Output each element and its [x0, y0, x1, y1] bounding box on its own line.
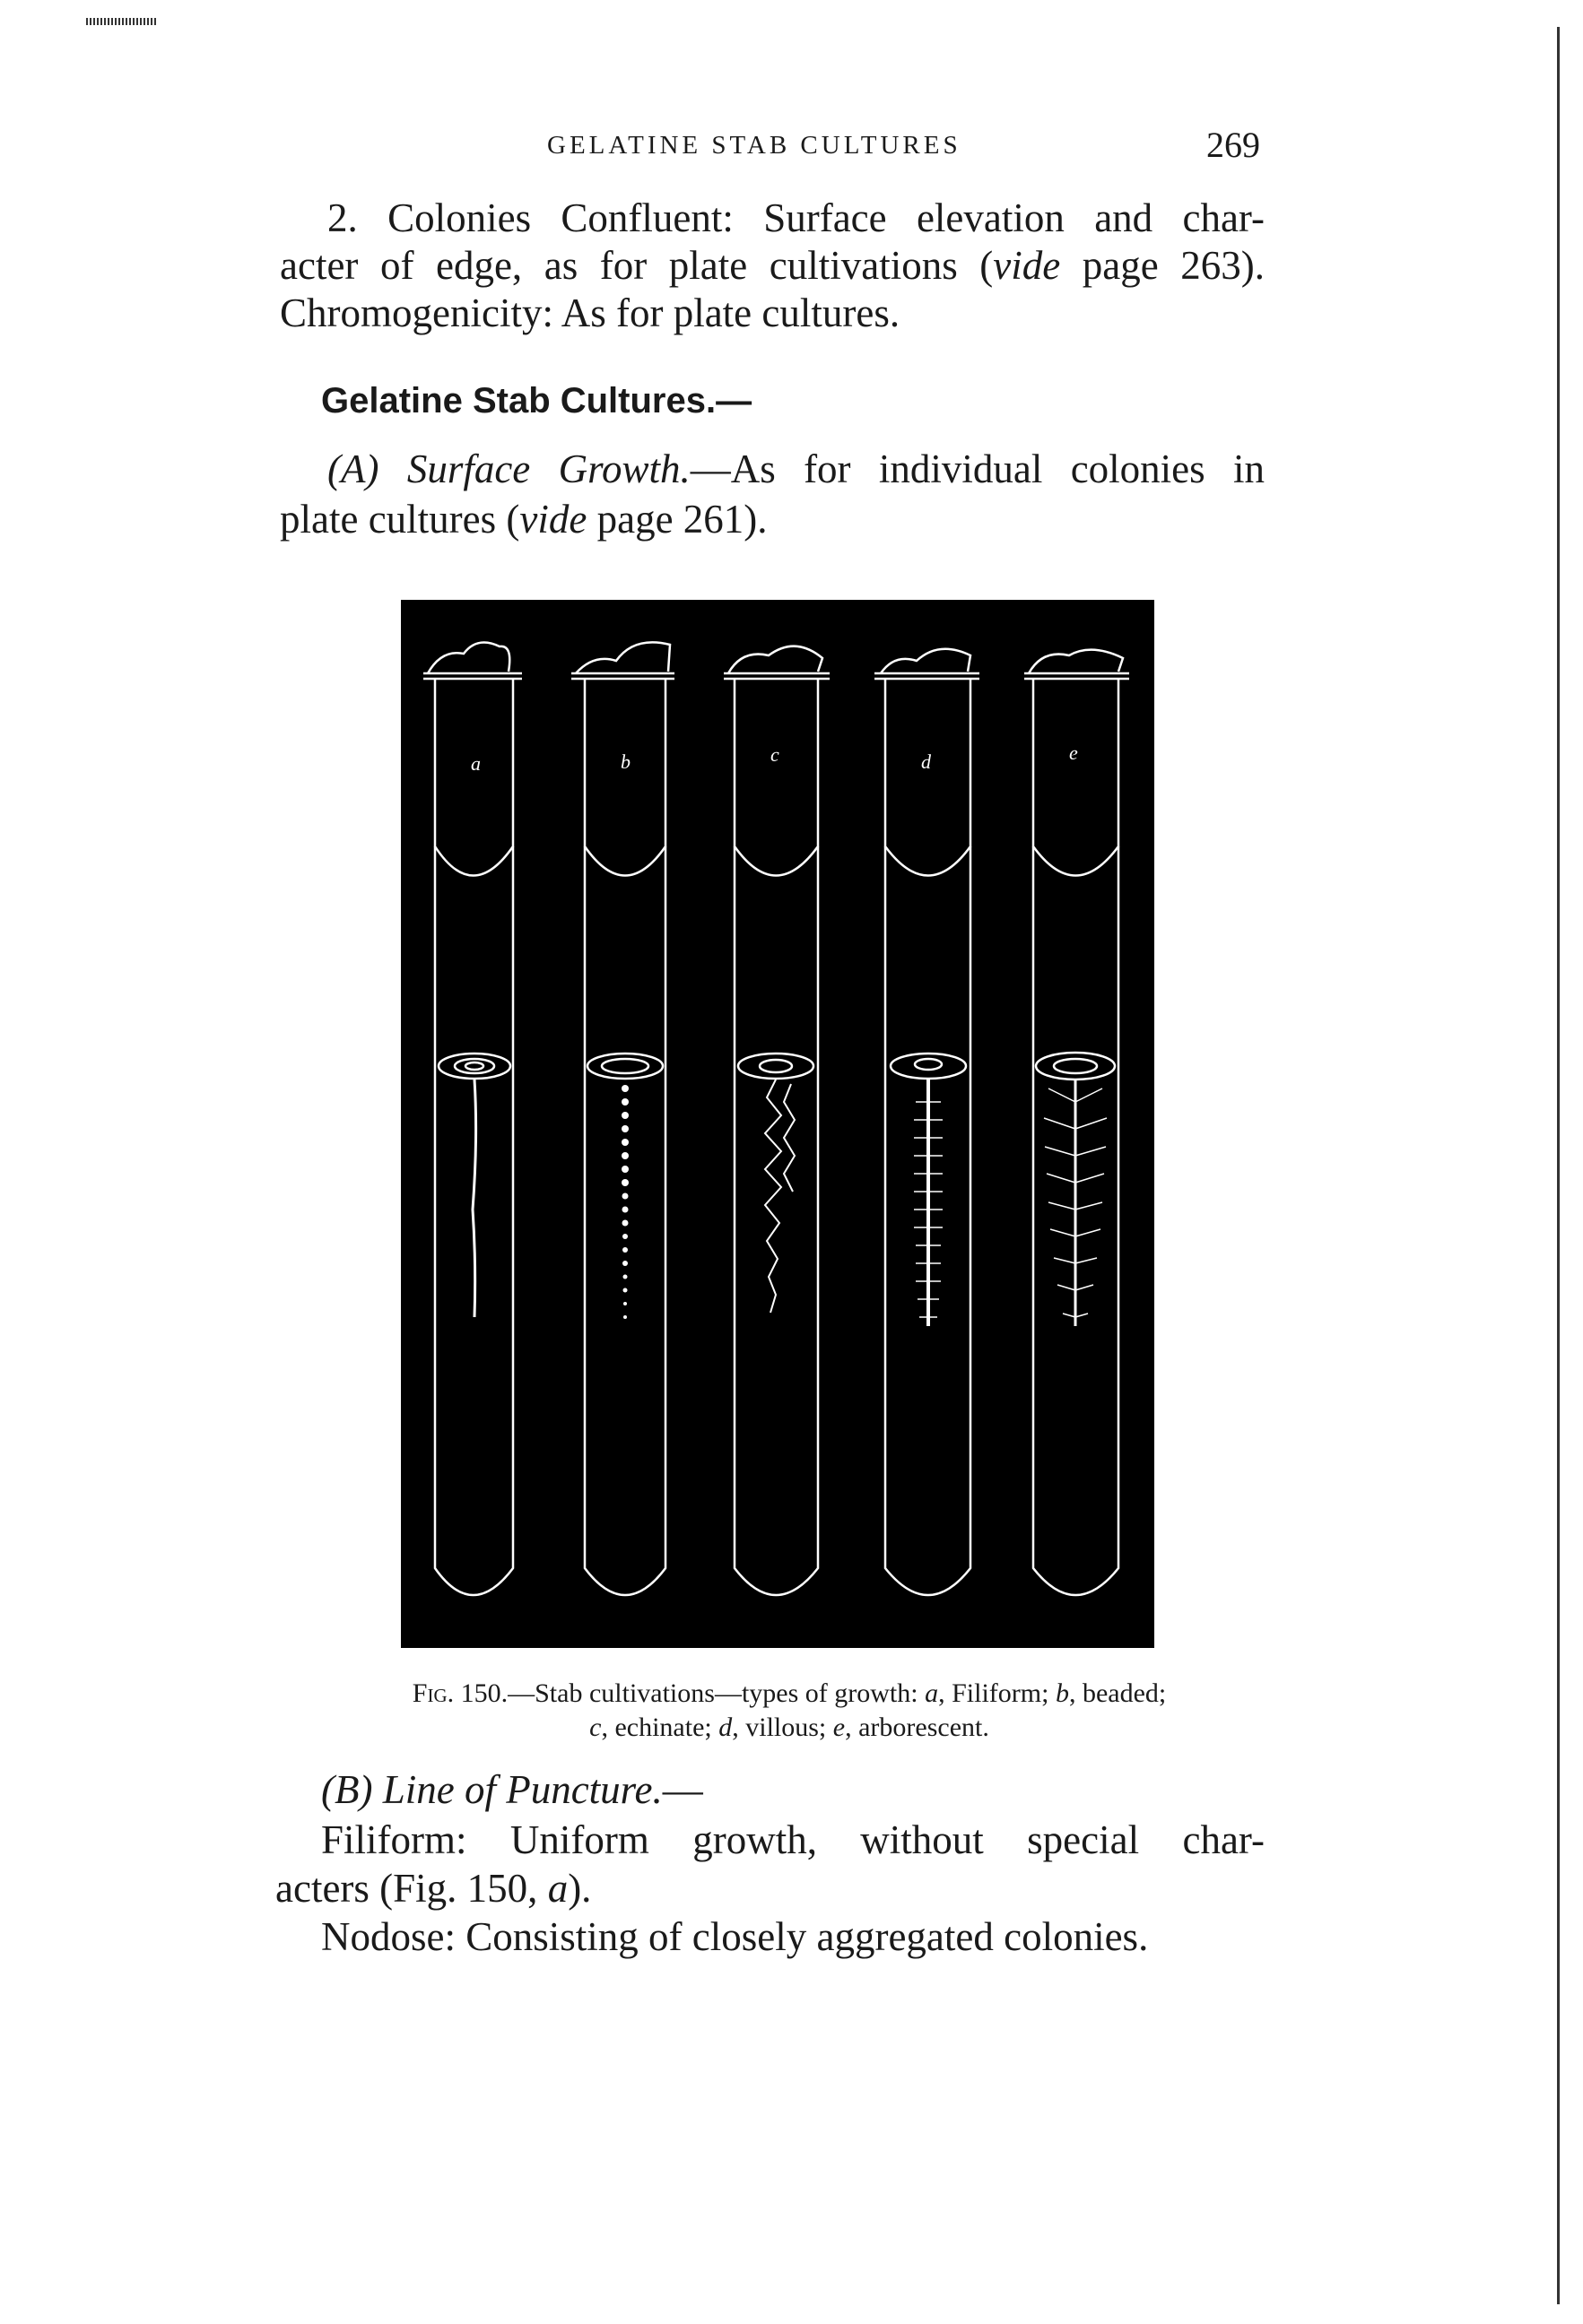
caption-text: 150.—Stab cultivations—types of growth: [454, 1678, 926, 1708]
intro-line-2 [280, 242, 1265, 290]
filiform-italic: a [547, 1866, 569, 1911]
filiform-line-1: Filiform: Uniform growth, without special char- [321, 1817, 1265, 1862]
figure-illustration [401, 600, 1154, 1648]
figure-caption [314, 1677, 1265, 1745]
intro-number: 2. [327, 195, 358, 240]
surface-italic: vide [519, 497, 587, 542]
tube-e [1024, 650, 1129, 1595]
puncture-label: (B) [321, 1767, 373, 1812]
beaded-growth [622, 1085, 629, 1319]
section-heading: Gelatine Stab Cultures.— [321, 381, 752, 421]
filiform-text-end: ). [568, 1866, 592, 1911]
filiform-text: acters (Fig. 150, [275, 1866, 548, 1911]
caption-c-text: , echinate; [601, 1713, 719, 1742]
puncture-title: Line of Puncture. [382, 1767, 663, 1812]
intro-italic: vide [993, 243, 1061, 288]
tube-b [571, 642, 674, 1595]
caption-b-text: , beaded; [1068, 1678, 1167, 1708]
surface-line-2 [280, 496, 1265, 543]
caption-c: c [589, 1713, 602, 1742]
intro-line-1 [327, 195, 1265, 242]
scan-mark [86, 18, 158, 25]
caption-a-text: , Filiform; [938, 1678, 1056, 1708]
tube-labels [471, 741, 1078, 775]
nodose-line: Nodose: Consisting of closely aggregated colonies. [321, 1914, 1149, 1959]
caption-line-2 [314, 1711, 1265, 1745]
tube-a [423, 643, 522, 1596]
tube-label-c: c [770, 743, 779, 766]
caption-d-text: , villous; [732, 1713, 833, 1742]
filiform-line-2 [275, 1865, 1262, 1912]
tube-label-a: a [471, 752, 481, 775]
surface-text: —As for individual colonies in [690, 447, 1265, 491]
caption-fig: Fig. [412, 1678, 455, 1708]
intro-line-3: Chromogenicity: As for plate cultures. [280, 290, 900, 335]
intro-text-end: page 263). [1060, 243, 1266, 288]
tube-label-e: e [1069, 741, 1078, 764]
page-edge-rule [1557, 27, 1560, 2304]
tube-label-b: b [621, 750, 631, 773]
surface-text-2-end: page 261). [587, 497, 768, 542]
caption-e-text: , arborescent. [845, 1713, 989, 1742]
surface-title: Surface Growth. [406, 447, 691, 491]
figure-stab-cultivations [401, 600, 1154, 1648]
tube-label-d: d [921, 750, 931, 773]
intro-lead: Colonies Confluent: Surface elevation and char- [387, 195, 1265, 240]
page-number: 269 [1206, 125, 1260, 165]
caption-line-1 [314, 1677, 1265, 1711]
running-header: GELATINE STAB CULTURES [547, 131, 961, 160]
intro-text: acter of edge, as for plate cultivations ( [280, 243, 994, 288]
caption-a: a [925, 1678, 939, 1708]
tube-c [724, 646, 830, 1595]
puncture-dash: — [662, 1767, 703, 1812]
surface-label: (A) [327, 447, 379, 491]
caption-e: e [832, 1713, 846, 1742]
caption-d: d [718, 1713, 733, 1742]
tube-d [874, 649, 979, 1595]
caption-b: b [1055, 1678, 1069, 1708]
puncture-heading [321, 1766, 1263, 1814]
surface-line-1 [327, 446, 1265, 493]
surface-text-2: plate cultures ( [280, 497, 520, 542]
